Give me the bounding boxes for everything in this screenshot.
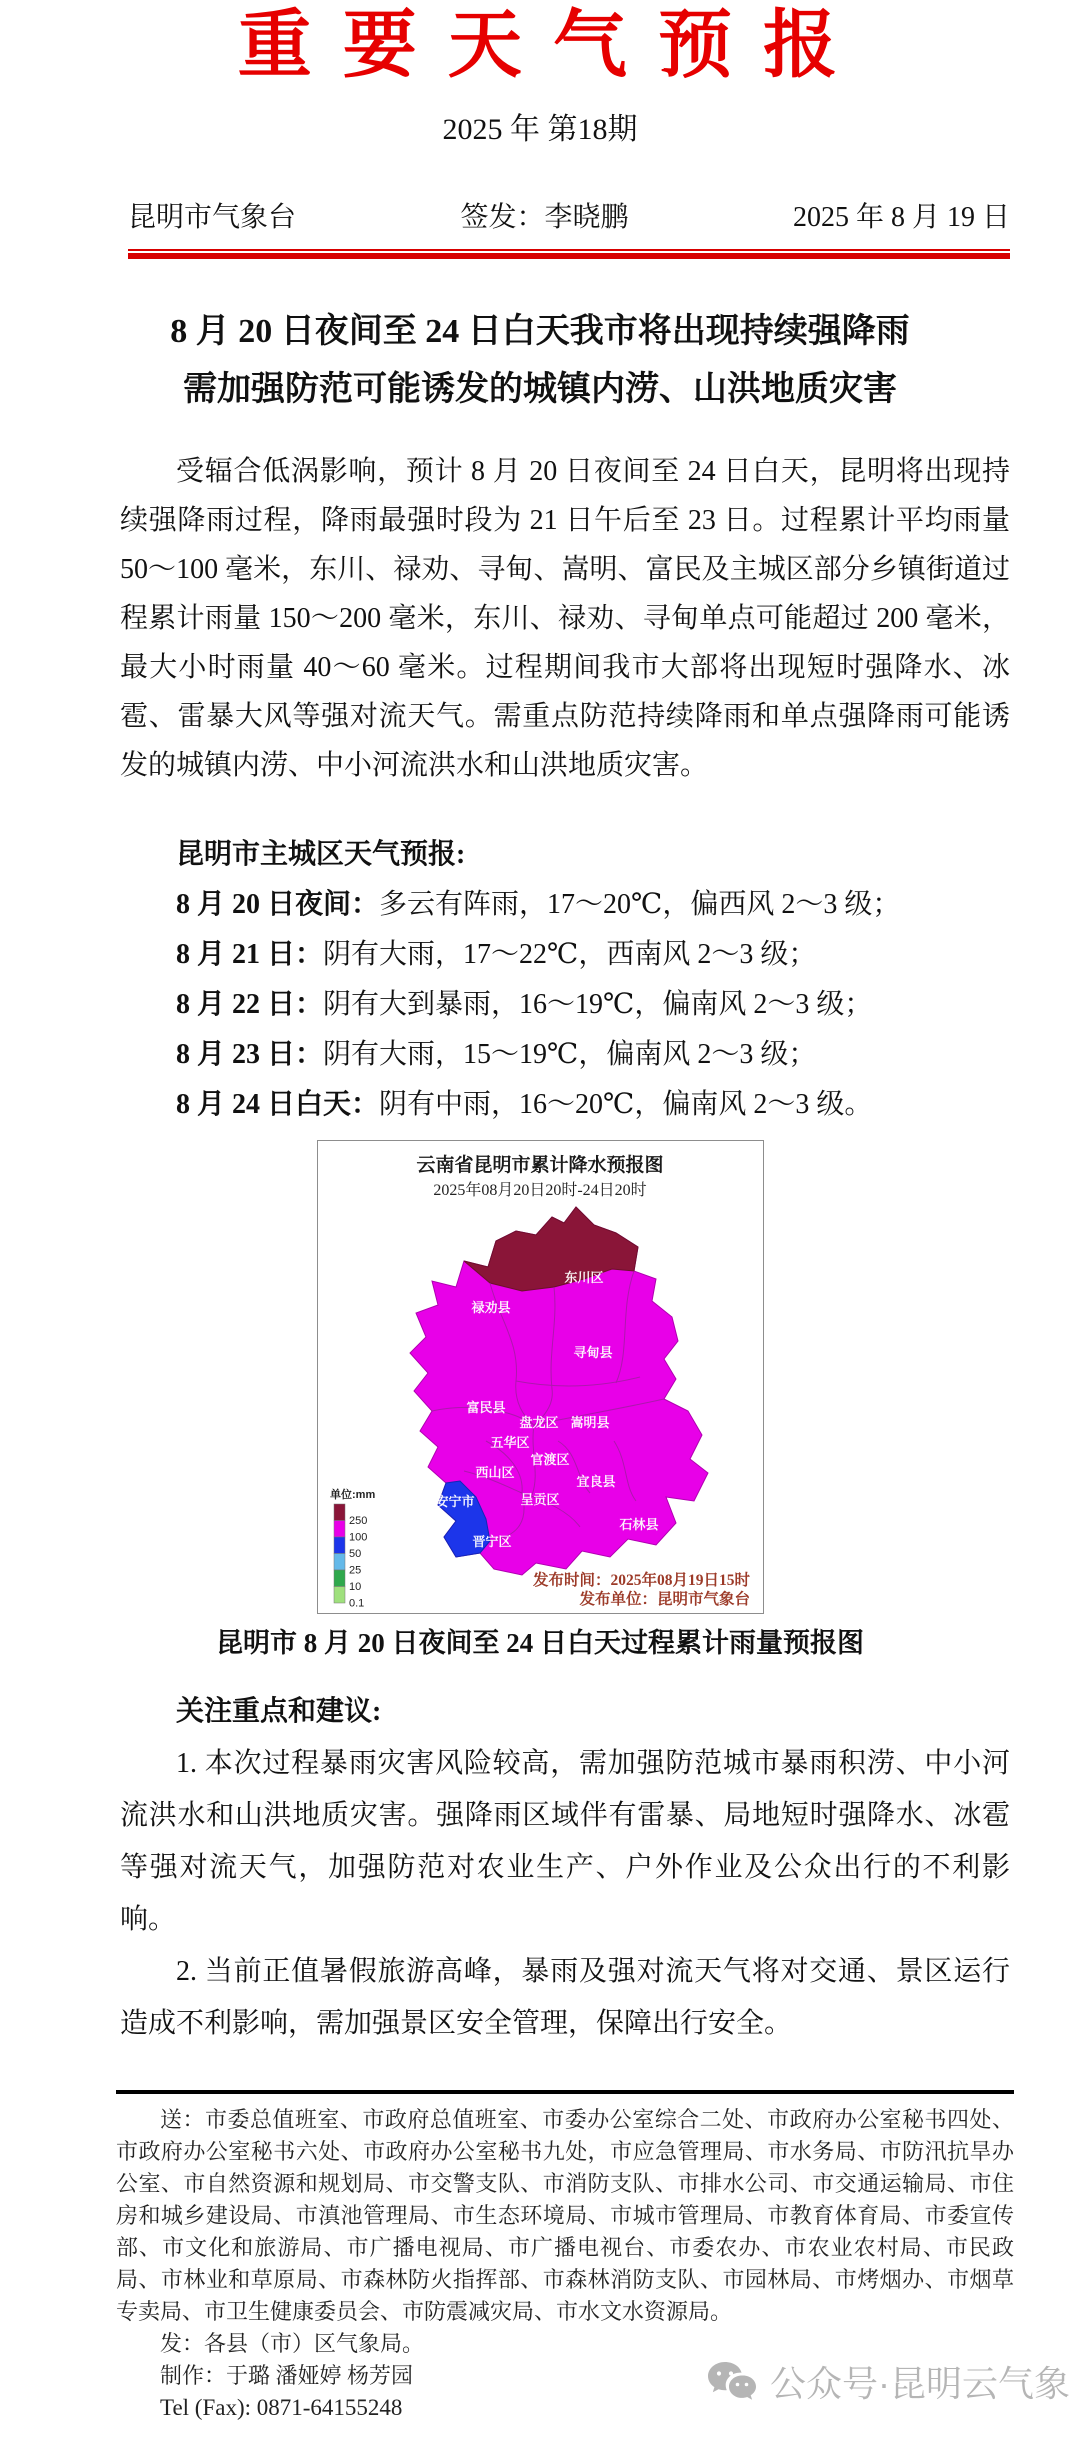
legend-unit-label: 单位:mm (329, 1489, 375, 1502)
bulletin-headline (40, 303, 1040, 419)
legend-swatch (334, 1587, 345, 1604)
forecast-date: 8 月 21 日： (176, 939, 324, 971)
district-label: 寻甸县 (572, 1345, 613, 1361)
forecast-text: 阴有大到暴雨，16～19℃，偏南风 2～3 级； (323, 989, 873, 1021)
document-header-row (128, 199, 1010, 237)
issue-date: 2025 年 8 月 19 日 (792, 202, 1010, 234)
district-label: 盘龙区 (518, 1415, 559, 1431)
district-label: 呈贡区 (519, 1492, 560, 1508)
map-issue-time: 发布时间：2025年08月19日15时 (532, 1572, 750, 1590)
legend-value: 250 (348, 1515, 367, 1528)
forecast-row (120, 880, 1010, 930)
wechat-account-badge (706, 2356, 1070, 2407)
legend-value: 50 (348, 1548, 361, 1561)
map-issue-unit: 发布单位：昆明市气象台 (578, 1591, 750, 1609)
map-title: 云南省昆明市累计降水预报图 (415, 1155, 664, 1177)
intro-paragraph: 受辐合低涡影响，预计 8 月 20 日夜间至 24 日白天，昆明将出现持续强降雨过程，降雨最强时段为 21 日午后至 23 日。过程累计平均雨量 50～100 毫米，东川、禄劝、寻甸、嵩明、富民及主城区部分乡镇街道过程累计雨量 150～200 毫米，东川、禄劝、寻甸单点可能超过 200 毫米，最大小时雨量 40～60 毫米。过程期间我市大部将出现短时强降水、冰雹、雷暴大风等强对流天气。需重点防范持续降雨和单点强降雨可能诱发的城镇内涝、中小河流洪水和山洪地质灾害。 (120, 456, 1010, 782)
district-label: 西山区 (474, 1465, 515, 1481)
district-label: 晋宁区 (471, 1534, 512, 1550)
legend-value: 0.1 (348, 1597, 364, 1610)
district-label: 石林县 (618, 1517, 659, 1533)
forecast-text: 阴有大雨，17～22℃，西南风 2～3 级； (323, 939, 817, 971)
red-divider (128, 249, 1010, 259)
legend-swatch (334, 1537, 345, 1554)
advice-item-2: 2. 当前正值暑假旅游高峰，暴雨及强对流天气将对交通、景区运行造成不利影响，需加强景区安全管理，保障出行安全。 (120, 1956, 1010, 2040)
forecast-date: 8 月 23 日： (176, 1039, 324, 1071)
district-label: 富民县 (465, 1400, 506, 1416)
rainfall-forecast-map (317, 1140, 764, 1614)
forecast-date: 8 月 22 日： (176, 989, 324, 1021)
map-caption: 昆明市 8 月 20 日夜间至 24 日白天过程累计雨量预报图 (216, 1628, 864, 1659)
advice-heading: 关注重点和建议: (176, 1696, 382, 1728)
headline-line2: 需加强防范可能诱发的城镇内涝、山洪地质灾害 (183, 371, 897, 409)
distribution-list: 送：市委总值班室、市政府总值班室、市委办公室综合二处、市政府办公室秘书四处、市政府办公室秘书六处、市政府办公室秘书九处，市应急管理局、市水务局、市防汛抗旱办公室、市自然资源和规划局、市交警支队、市消防支队、市排水公司、市交通运输局、市住房和城乡建设局、市滇池管理局、市生态环境局、市城市管理局、市教育体育局、市委宣传部、市文化和旅游局、市广播电视局、市广播电视台、市委农办、市农业农村局、市民政局、市林业和草原局、市森林防火指挥部、市森林消防支队、市园林局、市烤烟办、市烟草专卖局、市卫生健康委员会、市防震减灾局、市水文水资源局。 (116, 2107, 1014, 2325)
forecast-row (120, 1080, 1010, 1130)
issue-number: 2025 年 第18期 (442, 113, 638, 147)
tel-fax-line: Tel (Fax): 0871-64155248 (160, 2395, 403, 2421)
map-subtitle: 2025年08月20日20时-24日20时 (432, 1182, 647, 1200)
footer-divider (116, 2090, 1014, 2094)
signer: 签发：李晓鹏 (460, 202, 629, 234)
page-title: 重要天气预报 (237, 5, 869, 87)
district-label: 东川区 (563, 1270, 604, 1286)
forecast-section (120, 830, 1010, 1130)
makers-line: 制作：于璐 潘娅婷 杨芳园 (160, 2363, 414, 2389)
district-label: 禄劝县 (470, 1300, 511, 1316)
district-label: 官渡区 (529, 1452, 570, 1468)
forecast-text: 阴有大雨，15～19℃，偏南风 2～3 级； (323, 1039, 817, 1071)
wechat-account-name: 公众号·昆明云气象 (770, 2363, 1070, 2404)
legend-value: 25 (348, 1564, 361, 1577)
legend-swatch (334, 1554, 345, 1571)
rainfall-map-figure (317, 1140, 764, 1614)
forecast-row (120, 980, 1010, 1030)
send-line: 发：各县（市）区气象局。 (160, 2331, 425, 2357)
advice-section (120, 1686, 1010, 2050)
district-label: 安宁市 (434, 1494, 475, 1510)
advice-item-1: 1. 本次过程暴雨灾害风险较高，需加强防范城市暴雨积涝、中小河流洪水和山洪地质灾害。强降雨区域伴有雷暴、局地短时强降水、冰雹等强对流天气，加强防范对农业生产、户外作业及公众出行的不利影响。 (120, 1748, 1010, 1936)
forecast-heading: 昆明市主城区天气预报: (176, 839, 466, 871)
headline-line1: 8 月 20 日夜间至 24 日白天我市将出现持续强降雨 (170, 313, 910, 351)
legend-swatch (334, 1521, 345, 1538)
map-legend (330, 1487, 375, 1610)
legend-swatch (334, 1570, 345, 1587)
legend-value: 100 (348, 1531, 367, 1544)
forecast-date: 8 月 24 日白天： (176, 1089, 380, 1121)
agency-name: 昆明市气象台 (128, 202, 297, 234)
forecast-row (120, 930, 1010, 980)
forecast-row (120, 1030, 1010, 1080)
wechat-icon (706, 2360, 758, 2404)
district-label: 宜良县 (575, 1474, 616, 1490)
district-label: 五华区 (489, 1435, 530, 1451)
legend-swatch (334, 1504, 345, 1521)
forecast-text: 多云有阵雨，17～20℃，偏西风 2～3 级； (379, 889, 901, 921)
legend-value: 10 (348, 1581, 361, 1594)
forecast-date: 8 月 20 日夜间： (176, 889, 380, 921)
district-label: 嵩明县 (569, 1415, 610, 1431)
forecast-text: 阴有中雨，16～20℃，偏南风 2～3 级。 (379, 1089, 873, 1121)
